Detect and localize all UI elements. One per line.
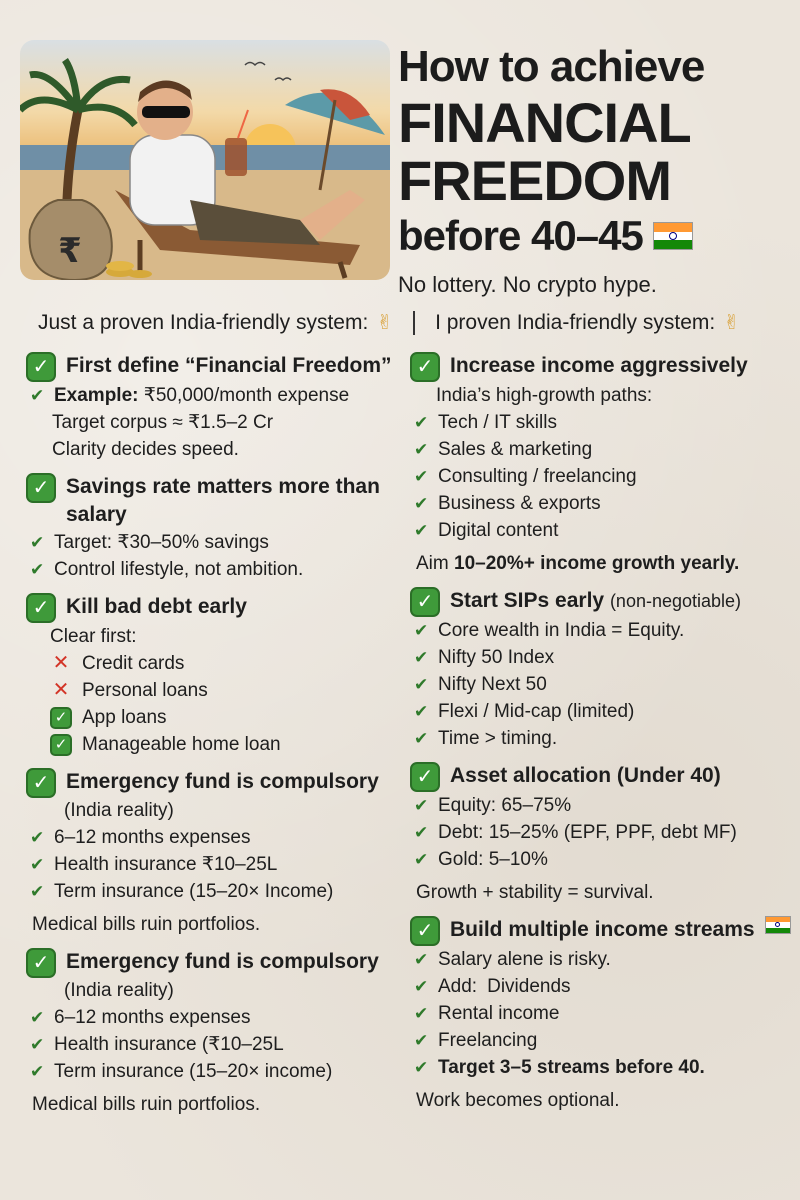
list-item: ✔ Health insurance (₹10–25L — [30, 1031, 406, 1058]
title-line-4 — [398, 210, 788, 262]
list-item: ✔ Health insurance ₹10–25L — [30, 851, 406, 878]
list-item: ✔ Consulting / freelancing — [414, 463, 795, 490]
tick-icon: ✔ — [414, 977, 429, 996]
section-heading: Emergency fund is compulsory — [66, 770, 379, 793]
divider — [413, 311, 415, 335]
tagline: No lottery. No crypto hype. — [398, 272, 657, 297]
tick-icon: ✔ — [30, 828, 45, 847]
section-summary: Medical bills ruin portfolios. — [32, 1094, 261, 1115]
list-item: ✔ Sales & marketing — [414, 436, 795, 463]
right-column — [410, 352, 795, 1124]
ok-hand-icon: ✌ — [723, 312, 740, 334]
title-block — [398, 40, 788, 262]
title-line-1: How to achieve — [398, 42, 705, 91]
tick-icon: ✔ — [30, 1062, 45, 1081]
list-item: ✓ Manageable home loan — [50, 731, 406, 758]
tick-icon: ✔ — [30, 882, 45, 901]
clear-first-label: Clear first: — [50, 626, 137, 647]
list-item: ✔ Rental income — [414, 1000, 795, 1027]
list-item: ✔ Target 3–5 streams before 40. — [414, 1054, 795, 1081]
left-column — [26, 352, 406, 1128]
section-allocation — [410, 762, 795, 906]
section-heading: Emergency fund is compulsory — [66, 950, 379, 973]
section-heading: Asset allocation (Under 40) — [450, 764, 721, 787]
section-streams — [410, 916, 795, 1114]
section-emergency-2 — [26, 948, 406, 1118]
section-summary: Medical bills ruin portfolios. — [32, 914, 261, 935]
drink-icon — [225, 138, 247, 176]
list-item: ✔ Freelancing — [414, 1027, 795, 1054]
list-item: ✕ Personal loans — [50, 677, 406, 704]
list-item: ✔ Salary alene is risky. — [414, 946, 795, 973]
section-heading: Start SIPs early — [450, 589, 605, 612]
india-flag-icon — [765, 916, 791, 934]
check-box-icon: ✓ — [26, 352, 56, 382]
check-box-icon: ✓ — [50, 734, 72, 756]
section-sips — [410, 587, 795, 752]
system-row — [38, 310, 740, 335]
section-income — [410, 352, 795, 577]
check-box-icon: ✓ — [26, 948, 56, 978]
list-item: ✔ Debt: 15–25% (EPF, PPF, debt MF) — [414, 819, 795, 846]
example-value: ₹50,000/month expense — [143, 385, 350, 406]
tick-icon: ✔ — [414, 413, 429, 432]
cross-icon: ✕ — [52, 679, 70, 701]
india-flag-icon — [653, 222, 693, 250]
beach-scene-svg — [20, 40, 390, 280]
section-subnote: (India reality) — [64, 800, 174, 821]
check-box-icon: ✓ — [410, 352, 440, 382]
tick-icon: ✔ — [414, 702, 429, 721]
system-right-text: I proven India-friendly system: — [435, 310, 716, 334]
target-corpus: Target corpus ≈ ₹1.5–2 Cr — [52, 412, 274, 433]
check-box-icon: ✓ — [410, 587, 440, 617]
section-heading: Kill bad debt early — [66, 595, 247, 618]
tick-icon: ✔ — [30, 855, 45, 874]
check-box-icon: ✓ — [26, 768, 56, 798]
list-item — [30, 382, 406, 409]
list-item: ✔ Nifty Next 50 — [414, 671, 795, 698]
check-box-icon: ✓ — [410, 916, 440, 946]
list-item: ✕ Credit cards — [50, 650, 406, 677]
list-item: ✔ Term insurance (15–20× income) — [30, 1058, 406, 1085]
tick-icon: ✔ — [30, 1035, 45, 1054]
list-item: ✔ Flexi / Mid-cap (limited) — [414, 698, 795, 725]
check-box-icon: ✓ — [50, 707, 72, 729]
tick-icon: ✔ — [414, 440, 429, 459]
tick-icon: ✔ — [414, 648, 429, 667]
list-item: ✔ Tech / IT skills — [414, 409, 795, 436]
tick-icon: ✔ — [414, 494, 429, 513]
rupee-symbol: ₹ — [58, 231, 82, 271]
beach-illustration — [20, 40, 390, 280]
list-item: ✔ Nifty 50 Index — [414, 644, 795, 671]
income-intro: India’s high-growth paths: — [436, 385, 653, 406]
tick-icon: ✔ — [30, 1008, 45, 1027]
system-left-text: Just a proven India-friendly system: — [38, 310, 369, 334]
add-extra: Dividends — [487, 976, 571, 997]
section-summary: Work becomes optional. — [416, 1090, 620, 1111]
check-box-icon: ✓ — [26, 473, 56, 503]
list-item: ✔ Core wealth in India = Equity. — [414, 617, 795, 644]
check-box-icon: ✓ — [410, 762, 440, 792]
section-emergency-1 — [26, 768, 406, 938]
tick-icon: ✔ — [30, 386, 45, 405]
list-item: ✔ Term insurance (15–20× Income) — [30, 878, 406, 905]
income-aim: Aim 10–20%+ income growth yearly. — [416, 553, 740, 574]
tick-icon: ✔ — [414, 1058, 429, 1077]
hand-wave-icon: ✌ — [376, 312, 394, 334]
list-item: ✔ 6–12 months expenses — [30, 824, 406, 851]
list-item: ✔ Control lifestyle, not ambition. — [30, 556, 406, 583]
section-debt — [26, 593, 406, 758]
list-item: ✔ Equity: 65–75% — [414, 792, 795, 819]
check-box-icon: ✓ — [26, 593, 56, 623]
section-summary: Growth + stability = survival. — [416, 882, 654, 903]
list-item: ✔ Digital content — [414, 517, 795, 544]
list-item: ✓ App loans — [50, 704, 406, 731]
tick-icon: ✔ — [30, 533, 45, 552]
list-item: ✔ Target: ₹30–50% savings — [30, 529, 406, 556]
tick-icon: ✔ — [414, 823, 429, 842]
tick-icon: ✔ — [414, 675, 429, 694]
tick-icon: ✔ — [414, 621, 429, 640]
title-line-3: FREEDOM — [398, 149, 671, 212]
tick-icon: ✔ — [414, 467, 429, 486]
list-item: ✔ Add: Dividends — [414, 973, 795, 1000]
list-item: ✔ Time > timing. — [414, 725, 795, 752]
section-heading: Savings rate matters more than salary — [66, 475, 380, 526]
list-item: ✔ Gold: 5–10% — [414, 846, 795, 873]
example-label: Example: — [54, 385, 139, 406]
heading-note: (non-negotiable) — [609, 591, 742, 611]
title-line-2: FINANCIAL — [398, 91, 691, 154]
section-heading: Increase income aggressively — [450, 354, 748, 377]
tick-icon: ✔ — [414, 1031, 429, 1050]
cross-icon: ✕ — [52, 652, 70, 674]
section-savings — [26, 473, 406, 583]
tick-icon: ✔ — [414, 950, 429, 969]
tick-icon: ✔ — [414, 850, 429, 869]
tick-icon: ✔ — [30, 560, 45, 579]
list-item: ✔ 6–12 months expenses — [30, 1004, 406, 1031]
tick-icon: ✔ — [414, 1004, 429, 1023]
section-heading: First define “Financial Freedom” — [66, 354, 392, 377]
tick-icon: ✔ — [414, 521, 429, 540]
tick-icon: ✔ — [414, 729, 429, 748]
tick-icon: ✔ — [414, 796, 429, 815]
clarity-note: Clarity decides speed. — [52, 439, 239, 460]
section-define — [26, 352, 406, 463]
list-item: ✔ Business & exports — [414, 490, 795, 517]
sunglasses-icon — [142, 106, 190, 118]
title-line-4-text: before 40–45 — [398, 212, 643, 259]
section-heading: Build multiple income streams — [450, 918, 755, 941]
section-subnote: (India reality) — [64, 980, 174, 1001]
